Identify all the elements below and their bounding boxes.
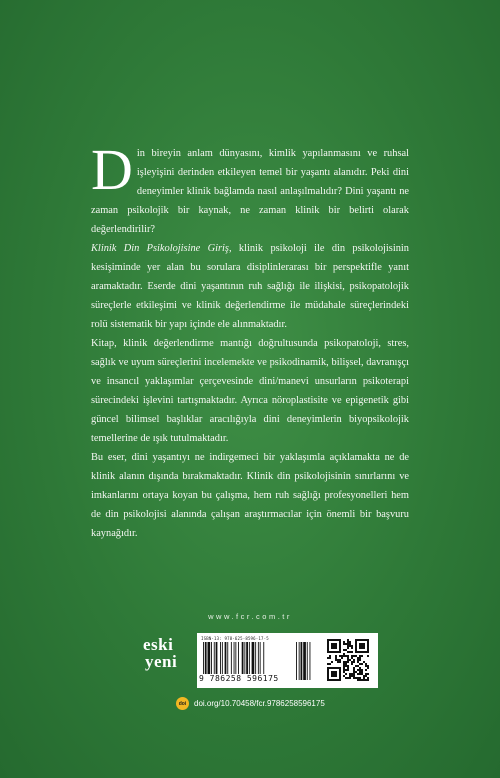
barcode-label [197,633,378,688]
publisher-logo [143,636,183,678]
barcode-digits: 9 786258 596175 [199,674,279,683]
back-cover-blurb [91,137,409,543]
blurb-p1-text: in bireyin anlam dünyasını, kimlik yapılanmasını ve ruhsal işleyişini derinden etkileyen temel bir yaşantı alanıdır. Peki dini deneyimler klinik bağlamda nasıl anlaşılmalıdır? Dini yaşantı ne zaman psikolojik bir kaynak, ne zaman klinik bir belirti olarak değerlendirilir? [91,148,409,235]
blurb-paragraph-3: Kitap, klinik değerlendirme mantığı doğrultusunda psikopatoloji, stres, sağlık ve uyum süreçlerini incelemekte ve psikodinamik, bilişsel, davranışçı ve insancıl yaklaşımlar çerçevesinde dini/manevi unsurların psikoterapi sürecindeki işlevini tartışmaktadır. Ayrıca nöroplastisite ve epigenetik gibi güncel bilimsel başlıklar aracılığıyla dini deneyimlerin biyopsikolojik temellerine de ışık tutulmaktadır. [91,338,409,444]
logo-line-2: yeni [145,652,178,671]
doi-link[interactable]: doi.org/10.70458/fcr.9786258596175 [194,699,325,708]
logo-line-1: eski [143,635,174,654]
book-title-italic: Klinik Din Psikolojisine Giriş [91,243,229,254]
doi-line [176,697,325,710]
doi-badge-icon: doi [176,697,189,710]
publisher-website: www.fcr.com.tr [208,612,292,621]
drop-cap: D [91,137,133,202]
ean-barcode [203,642,295,674]
isbn-text: ISBN-13: 978-625-8596-17-5 [201,636,269,641]
qr-code-icon [327,639,369,681]
addon-barcode [296,642,316,680]
blurb-p2-text: , klinik psikoloji ile din psikolojisinin kesişiminde yer alan bu sorulara disiplinlerarası bir perspektifle yanıt aramaktadır. Eserde dini yaşantının ruh sağlığı ile ilişkisi, psikopatolojik süreçlerle etkileşimi ve klinik değerlendirme ile müdahale süreçlerindeki rolü sistematik bir yapı içinde ele alınmaktadır. [91,243,409,330]
blurb-paragraph-2 [91,239,409,334]
blurb-paragraph-1 [91,137,409,239]
blurb-paragraph-4: Bu eser, dini yaşantıyı ne indirgemeci bir yaklaşımla açıklamakta ne de klinik alanın dışında bırakmaktadır. Klinik din psikolojisinin sınırlarını ve imkanlarını ortaya koyan bu çalışma, hem ruh sağlığı profesyonelleri hem de din psikolojisi alanında çalışan araştırmacılar için önemli bir başvuru kaynağıdır. [91,452,409,539]
